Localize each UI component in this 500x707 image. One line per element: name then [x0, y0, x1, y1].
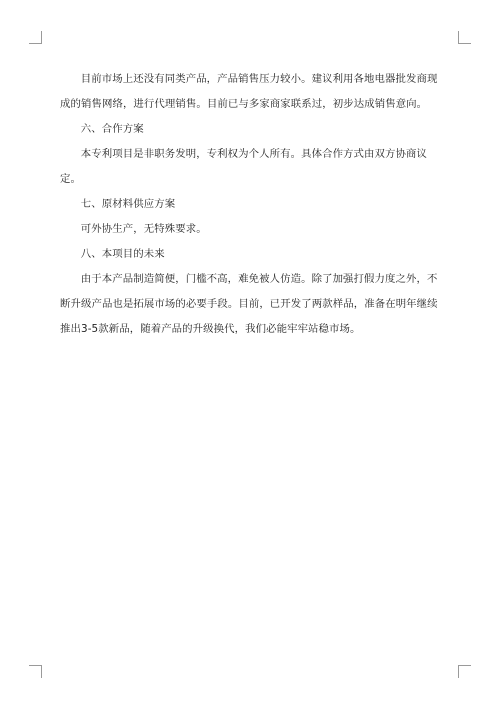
paragraph-cooperation: 本专利项目是非职务发明，专利权为个人所有。具体合作方式由双方协商议定。 — [60, 148, 427, 185]
crop-mark-top-left — [29, 31, 42, 44]
section-heading-cooperation: 六、合作方案 — [80, 123, 144, 135]
crop-mark-bottom-left — [29, 665, 42, 678]
crop-mark-top-right — [458, 31, 471, 44]
crop-mark-bottom-right — [458, 665, 471, 678]
document-body — [60, 67, 445, 342]
paragraph-sales: 目前市场上还没有同类产品，产品销售压力较小。建议利用各地电器批发商现成的销售网络，进行代理销售。目前已与多家商家联系过，初步达成销售意向。 — [60, 73, 438, 110]
paragraph-materials: 可外协生产，无特殊要求。 — [80, 223, 207, 235]
paragraph-future: 由于本产品制造简便，门槛不高，难免被人仿造。除了加强打假力度之外，不断升级产品也是拓展市场的必要手段。目前，已开发了两款样品，准备在明年继续推出3-5款新品，随着产品的升级换代，我们必能牢牢站稳市场。 — [60, 273, 438, 335]
section-heading-future: 八、本项目的未来 — [80, 248, 165, 260]
section-heading-materials: 七、原材料供应方案 — [80, 198, 176, 210]
